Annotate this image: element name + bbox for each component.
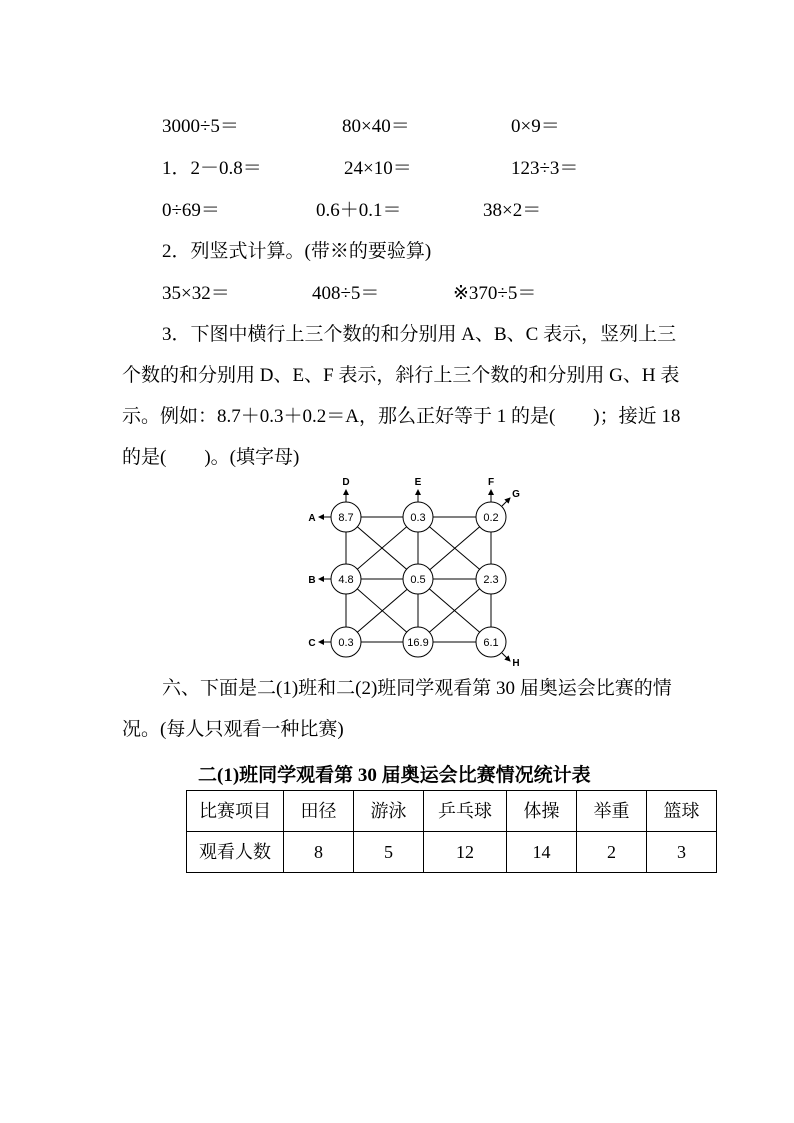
col-label: F bbox=[487, 477, 495, 488]
header-cell: 体操 bbox=[507, 791, 577, 832]
calc-r2-c2: 24×10＝ bbox=[344, 158, 412, 179]
calc-r2-c3: 123÷3＝ bbox=[511, 158, 579, 179]
header-cell: 篮球 bbox=[647, 791, 717, 832]
grid-node-value: 0.3 bbox=[338, 637, 354, 649]
diag-arrow bbox=[502, 498, 510, 506]
row-label: B bbox=[308, 575, 316, 586]
value-cell: 5 bbox=[354, 832, 424, 873]
stats-table bbox=[186, 790, 717, 873]
table-header-row bbox=[187, 791, 717, 832]
table-data-row bbox=[187, 832, 717, 873]
header-cell: 乒乓球 bbox=[424, 791, 507, 832]
value-cell: 12 bbox=[424, 832, 507, 873]
grid-node-value: 16.9 bbox=[407, 637, 429, 649]
table-title: 二(1)班同学观看第 30 届奥运会比赛情况统计表 bbox=[198, 765, 591, 786]
diag-label: H bbox=[512, 658, 520, 669]
value-cell: 14 bbox=[507, 832, 577, 873]
sec6-text: 六、下面是二(1)班和二(2)班同学观看第 30 届奥运会比赛的情况。(每人只观看一种比赛) bbox=[122, 678, 672, 740]
calc-r1-c3: 0×9＝ bbox=[511, 116, 560, 137]
value-cell: 2 bbox=[577, 832, 647, 873]
col-label: E bbox=[414, 477, 422, 488]
header-cell: 比赛项目 bbox=[187, 791, 284, 832]
calc-r3-c2: 0.6＋0.1＝ bbox=[316, 200, 402, 221]
calc-r2-c1: 1．2－0.8＝ bbox=[162, 158, 262, 179]
value-cell: 3 bbox=[647, 832, 717, 873]
grid-node-value: 0.5 bbox=[410, 574, 426, 586]
q2-item-3: ※370÷5＝ bbox=[453, 283, 537, 304]
q2-item-2: 408÷5＝ bbox=[312, 283, 380, 304]
header-cell: 游泳 bbox=[354, 791, 424, 832]
grid-node-value: 0.3 bbox=[410, 512, 426, 524]
grid-node-value: 4.8 bbox=[338, 574, 354, 586]
row-label-cell: 观看人数 bbox=[187, 832, 284, 873]
grid-node-value: 8.7 bbox=[338, 512, 354, 524]
calc-r1-c2: 80×40＝ bbox=[342, 116, 410, 137]
q2-item-1: 35×32＝ bbox=[162, 283, 230, 304]
grid-node-value: 6.1 bbox=[483, 637, 499, 649]
row-label: C bbox=[308, 638, 316, 649]
calc-r3-c3: 38×2＝ bbox=[483, 200, 542, 221]
value-cell: 8 bbox=[284, 832, 354, 873]
diag-arrow bbox=[502, 653, 510, 661]
q3-text: 3．下图中横行上三个数的和分别用 A、B、C 表示，竖列上三个数的和分别用 D、E、F 表示，斜行上三个数的和分别用 G、H 表示。例如：8.7＋0.3＋0.2＝A，那么正好等于 1 的是( )；接近 18 的是( )。(填字母) bbox=[122, 324, 681, 468]
grid-node-value: 0.2 bbox=[483, 512, 499, 524]
number-grid-diagram bbox=[300, 475, 540, 670]
header-cell: 举重 bbox=[577, 791, 647, 832]
calc-r3-c1: 0÷69＝ bbox=[162, 200, 220, 221]
col-label: D bbox=[342, 477, 350, 488]
calc-r1-c1: 3000÷5＝ bbox=[162, 116, 239, 137]
q2-title: 2．列竖式计算。(带※的要验算) bbox=[162, 241, 432, 262]
row-label: A bbox=[308, 513, 316, 524]
diag-label: G bbox=[512, 489, 520, 500]
grid-node-value: 2.3 bbox=[483, 574, 499, 586]
header-cell: 田径 bbox=[284, 791, 354, 832]
